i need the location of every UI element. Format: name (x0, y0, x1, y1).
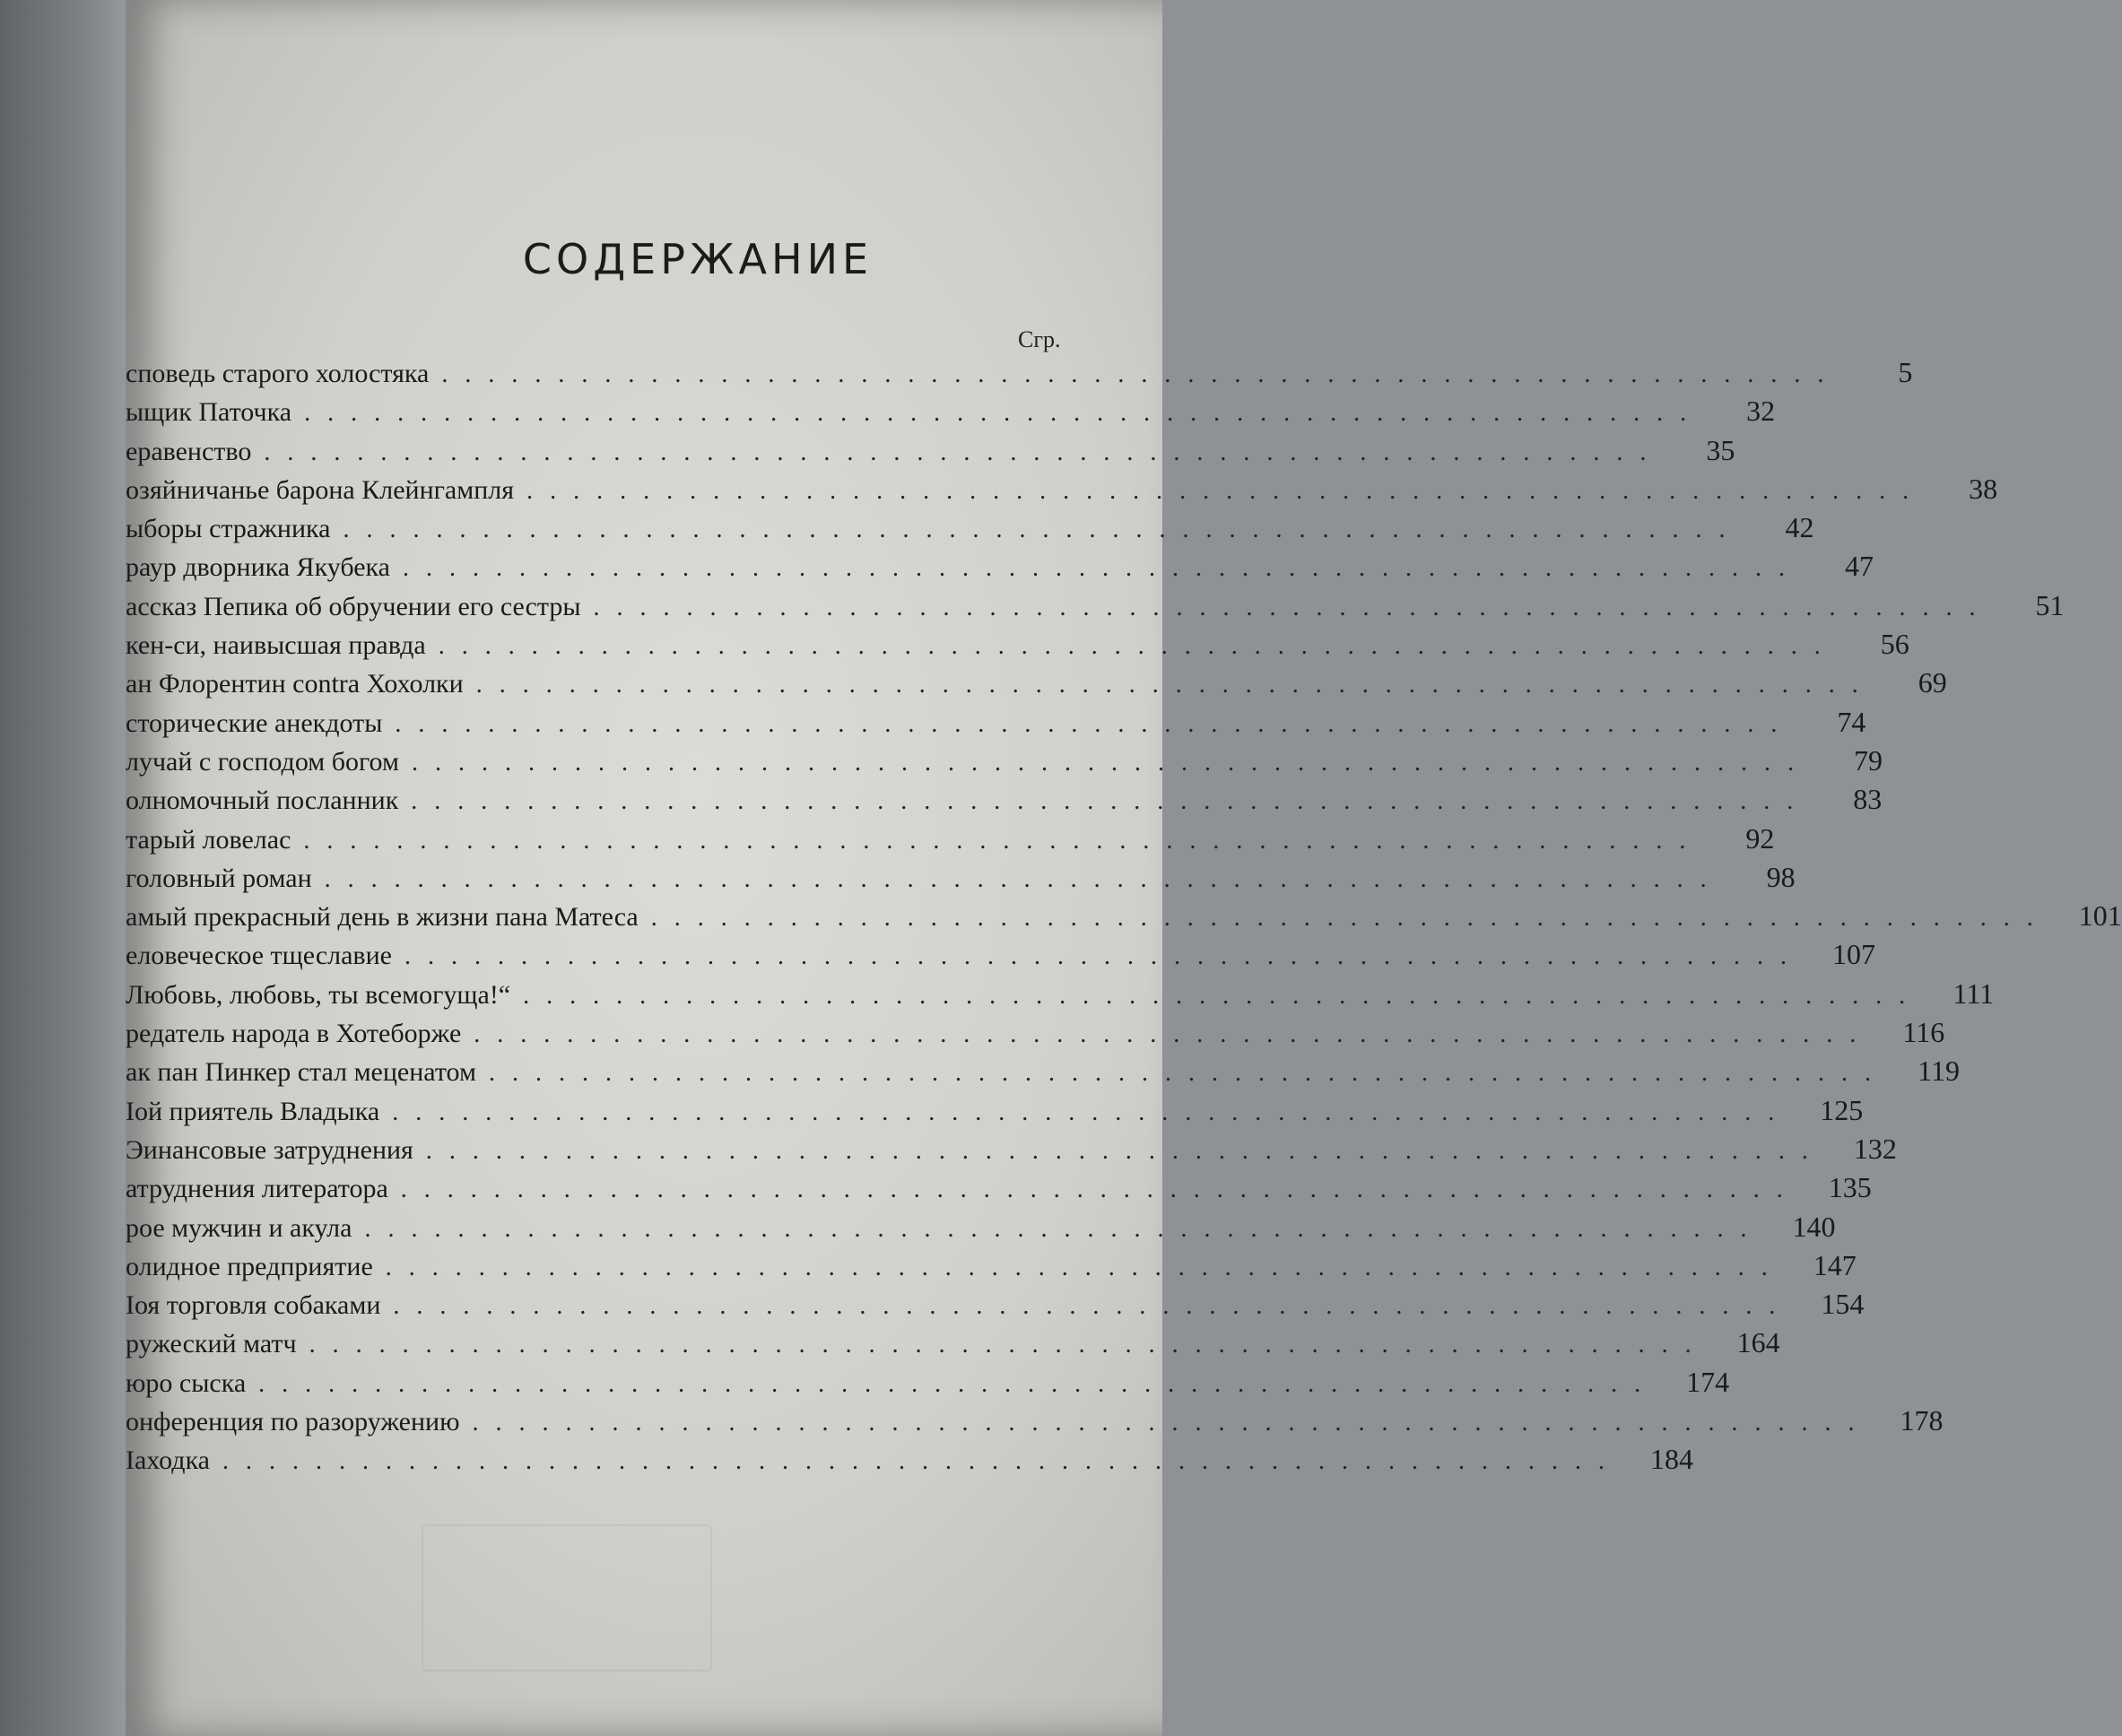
toc-entry-page-number: 51 (2035, 588, 2065, 621)
toc-entry (126, 1093, 1864, 1133)
toc-entry (126, 1365, 1730, 1404)
toc-entry-title: сторические анекдоты (126, 707, 383, 738)
toc-entry (126, 1404, 1944, 1443)
toc-entry (126, 1288, 1865, 1326)
toc-entry (126, 511, 1814, 550)
toc-entry-page-number: 147 (1813, 1248, 1857, 1281)
toc-entry (126, 1248, 1857, 1288)
toc-entry-title: ыщик Паточка (126, 397, 292, 428)
toc-entry-page-number: 32 (1746, 395, 1776, 428)
toc-entry (126, 628, 1909, 666)
toc-entry (126, 588, 2065, 628)
toc-entry-page-number: 47 (1844, 550, 1874, 583)
toc-entry-page-number: 164 (1736, 1326, 1780, 1359)
toc-entry-page-number: 69 (1918, 666, 1947, 699)
dot-leader: ............................................................ (475, 671, 1875, 699)
toc-entry-title: Іоя торговля собаками (126, 1290, 381, 1321)
dot-leader: ............................................................ (309, 1331, 1709, 1359)
toc-entry-page-number: 119 (1918, 1055, 1960, 1088)
toc-entry-title: ружеский матч (126, 1329, 297, 1359)
toc-entry-title: тарый ловелас (126, 824, 291, 855)
dot-leader: ............................................................ (393, 1292, 1793, 1321)
toc-entry (126, 783, 1883, 821)
toc-entry-page-number: 42 (1785, 511, 1814, 544)
toc-entry-page-number: 83 (1853, 783, 1883, 816)
toc-entry-title: редатель народа в Хотеборже (126, 1019, 462, 1049)
toc-entry-title: олидное предприятие (126, 1251, 373, 1281)
dot-leader: ............................................................ (402, 554, 1802, 583)
toc-entry-page-number: 79 (1853, 743, 1883, 777)
toc-entry (126, 743, 1883, 783)
dot-leader: ............................................................ (488, 1059, 1888, 1088)
toc-entry-page-number: 35 (1706, 433, 1735, 466)
dot-leader: ............................................................ (304, 399, 1704, 428)
dot-leader: ............................................................ (474, 1020, 1874, 1049)
toc-entry-title: еравенство (126, 436, 252, 466)
toc-entry-title: амый прекрасный день в жизни пана Матеса (126, 902, 639, 933)
toc-entry-title: рое мужчин и акула (126, 1212, 352, 1243)
toc-entry-title: Іаходка (126, 1445, 210, 1476)
dot-leader: ............................................................ (395, 709, 1795, 738)
toc-entry (126, 550, 1874, 588)
dot-leader: ............................................................ (264, 438, 1664, 466)
toc-entry-title: озяйничанье барона Клейнгампля (126, 474, 515, 505)
dot-leader: ............................................................ (425, 1136, 1825, 1165)
toc-entry (126, 666, 1947, 705)
toc-entry-title: ан Флорентин contra Хохолки (126, 669, 464, 699)
toc-entry-page-number: 140 (1792, 1210, 1836, 1243)
toc-entry-title: Іой приятель Владыка (126, 1096, 380, 1126)
toc-entry-page-number: 92 (1745, 821, 1775, 855)
dot-leader: ............................................................ (404, 942, 1804, 971)
toc-entry-title: онференция по разоружению (126, 1407, 460, 1437)
page-title: СОДЕРЖАНИЕ (522, 235, 874, 283)
toc-entry-page-number: 74 (1837, 705, 1866, 738)
toc-entry-page-number: 5 (1898, 356, 1913, 388)
toc-entry-page-number: 98 (1766, 860, 1796, 893)
toc-entry-title: кен-си, наивысшая правда (126, 630, 426, 661)
dot-leader: ............................................................ (526, 476, 1926, 505)
dot-leader: ............................................................ (258, 1369, 1658, 1398)
faint-bleed-through-stamp (422, 1524, 712, 1671)
dot-leader: ............................................................ (472, 1409, 1872, 1437)
dot-leader: ............................................................ (400, 1176, 1800, 1204)
dot-leader: ............................................................ (385, 1253, 1785, 1281)
toc-entry-page-number: 178 (1900, 1404, 1944, 1437)
toc-entry (126, 860, 1796, 899)
toc-entry (126, 1210, 1836, 1249)
toc-entry (126, 1443, 1693, 1481)
toc-entry-title: олномочный посланник (126, 786, 399, 816)
toc-entry-page-number: 116 (1902, 1016, 1945, 1049)
toc-entry (126, 433, 1735, 473)
toc-entry-page-number: 107 (1831, 938, 1875, 971)
toc-entry-title: лучай с господом богом (126, 746, 399, 777)
toc-entry (126, 1055, 1960, 1093)
toc-entry (126, 1016, 1945, 1055)
toc-entry-title: Любовь, любовь, ты всемогуща!“ (126, 979, 511, 1010)
toc-entry (126, 356, 1913, 395)
toc-entry-title: споведь старого холостяка (126, 359, 430, 388)
dot-leader: ............................................................ (303, 826, 1703, 855)
toc-entry (126, 899, 2122, 938)
toc-entry-page-number: 174 (1686, 1365, 1730, 1398)
toc-entry-title: Эинансовые затруднения (126, 1134, 413, 1165)
toc-entry (126, 1132, 1897, 1171)
page-column-label: Сгр. (1018, 326, 1061, 352)
toc-entry-page-number: 132 (1853, 1132, 1897, 1165)
dot-leader: ............................................................ (441, 360, 1841, 388)
toc-entry-page-number: 135 (1828, 1171, 1872, 1204)
toc-entry-page-number: 56 (1880, 628, 1909, 661)
toc-entry-page-number: 154 (1821, 1288, 1865, 1321)
toc-entry-title: ак пан Пинкер стал меценатом (126, 1057, 476, 1088)
toc-entry-title: юро сыска (126, 1367, 247, 1398)
dot-leader: ............................................................ (392, 1098, 1792, 1126)
dot-leader: ............................................................ (364, 1214, 1764, 1243)
toc-entry (126, 705, 1866, 744)
dot-leader: ............................................................ (222, 1447, 1622, 1476)
toc-entry-title: еловеческое тщеславие (126, 941, 392, 971)
dot-leader: ............................................................ (343, 516, 1743, 544)
dot-leader: ............................................................ (411, 787, 1811, 816)
dot-leader: ............................................................ (324, 864, 1724, 893)
toc-entry-title: раур дворника Якубека (126, 552, 390, 583)
toc-entry (126, 821, 1775, 861)
toc-entry-page-number: 125 (1820, 1093, 1864, 1126)
dot-leader: ............................................................ (438, 632, 1838, 661)
toc-entry-title: головный роман (126, 863, 312, 893)
toc-entry (126, 976, 1995, 1016)
toc-entry-page-number: 184 (1650, 1443, 1693, 1476)
toc-entry (126, 472, 1998, 511)
toc-entry (126, 1171, 1872, 1210)
table-of-contents (126, 356, 2122, 1482)
dot-leader: ............................................................ (593, 593, 1993, 621)
toc-entry-title: атруднения литератора (126, 1174, 388, 1204)
toc-entry-title: ыборы стражника (126, 514, 331, 544)
toc-entry-page-number: 101 (2078, 899, 2122, 933)
dot-leader: ............................................................ (411, 748, 1811, 777)
book-page (126, 0, 2122, 1736)
dot-leader: ............................................................ (650, 904, 2050, 933)
dot-leader: ............................................................ (523, 981, 1923, 1010)
toc-entry (126, 938, 1875, 976)
toc-entry (126, 395, 1776, 433)
toc-entry-title: ассказ Пепика об обручении его сестры (126, 591, 581, 621)
toc-entry-page-number: 111 (1952, 976, 1995, 1010)
toc-entry (126, 1326, 1780, 1365)
toc-entry-page-number: 38 (1969, 472, 1998, 505)
